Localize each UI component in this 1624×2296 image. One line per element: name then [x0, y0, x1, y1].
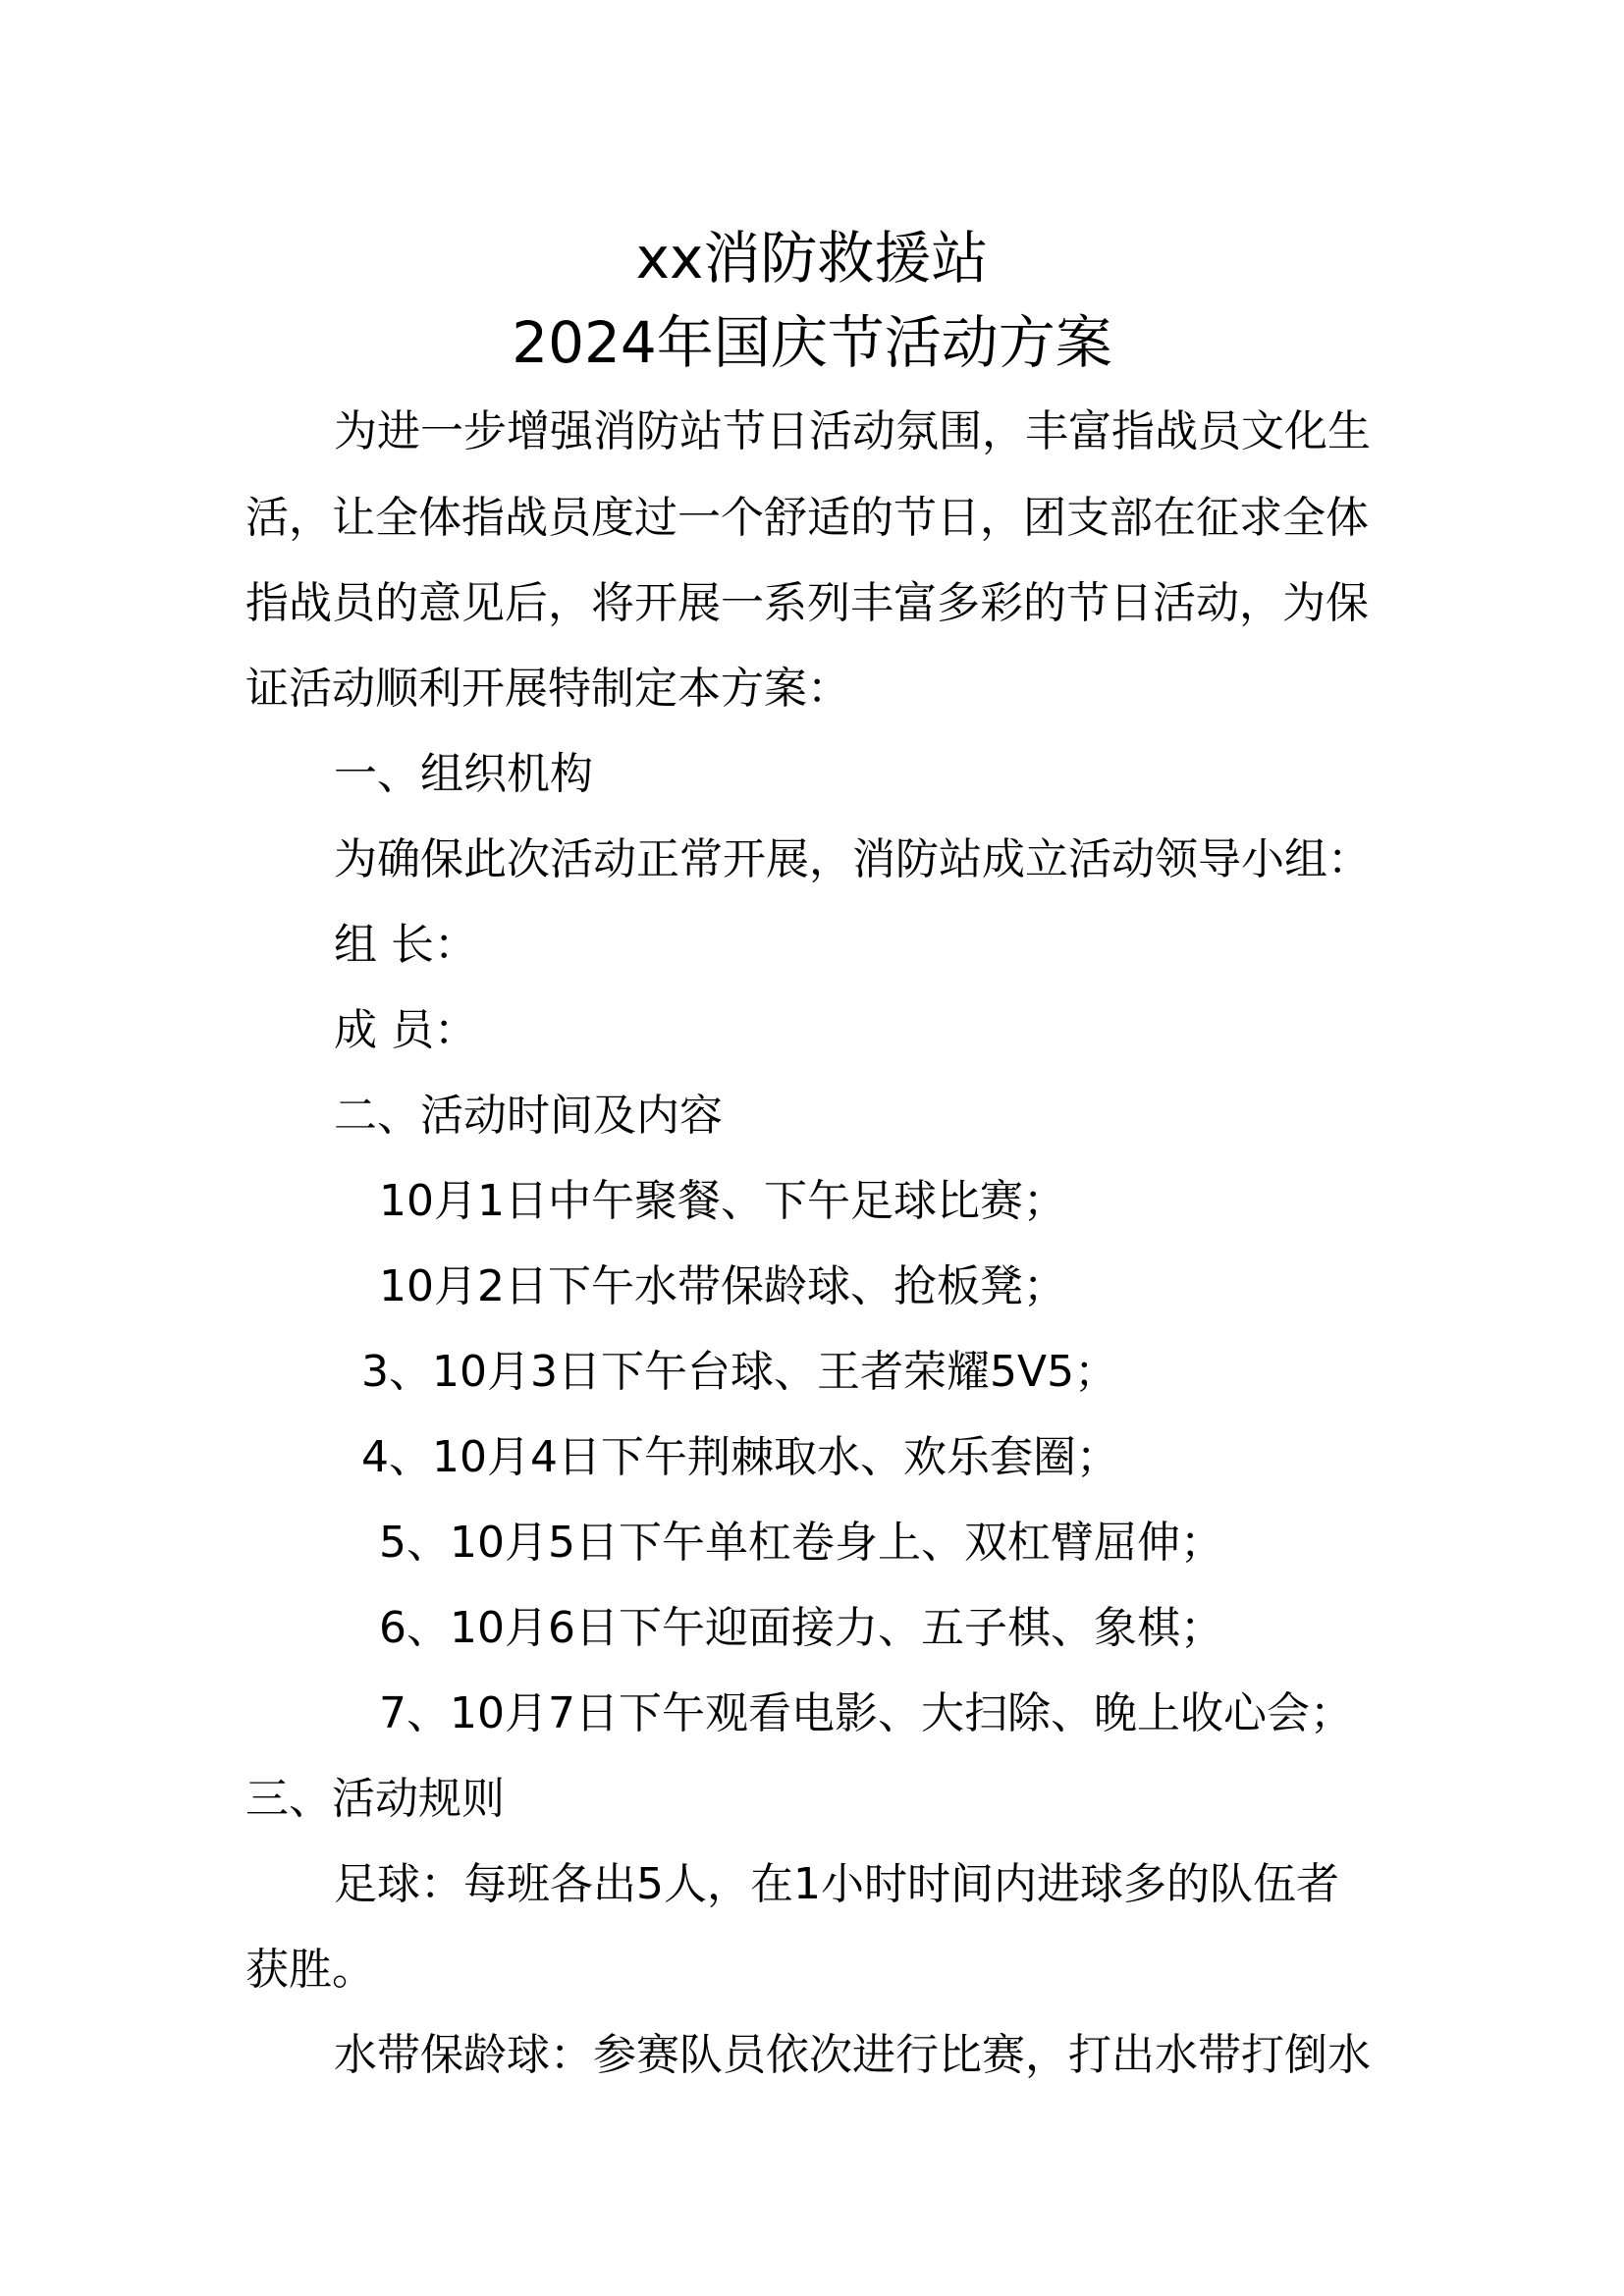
- schedule-item-7: 7、10月7日下午观看电影、大扫除、晚上收心会；: [379, 1688, 1353, 1738]
- section2-heading: 二、活动时间及内容: [334, 1091, 723, 1141]
- intro-line-2: 活，让全体指战员度过一个舒适的节日，团支部在征求全体: [245, 493, 1369, 543]
- section3-heading: 三、活动规则: [245, 1774, 505, 1824]
- intro-line-3: 指战员的意见后，将开展一系列丰富多彩的节日活动，为保: [245, 578, 1369, 628]
- schedule-item-1: 10月1日中午聚餐、下午足球比赛；: [379, 1176, 1066, 1226]
- section1-leader: 组 长：: [334, 920, 477, 970]
- section1-members: 成 员：: [334, 1005, 477, 1055]
- intro-line-1: 为进一步增强消防站节日活动氛围，丰富指战员文化生: [334, 406, 1371, 456]
- section1-text: 为确保此次活动正常开展，消防站成立活动领导小组：: [334, 834, 1371, 884]
- intro-line-4: 证活动顺利开展特制定本方案：: [245, 664, 850, 714]
- schedule-item-3: 3、10月3日下午台球、王者荣耀5V5；: [361, 1347, 1118, 1397]
- schedule-item-6: 6、10月6日下午迎面接力、五子棋、象棋；: [379, 1603, 1223, 1653]
- schedule-item-2: 10月2日下午水带保龄球、抢板凳；: [379, 1261, 1066, 1311]
- rule-football-line-1: 足球：每班各出5人，在1小时时间内进球多的队伍者: [334, 1859, 1339, 1909]
- schedule-item-4: 4、10月4日下午荆棘取水、欢乐套圈；: [361, 1432, 1119, 1482]
- document-title-line2: 2024年国庆节活动方案: [512, 309, 1112, 376]
- document-title-line1: xx消防救援站: [635, 225, 989, 292]
- section1-heading: 一、组织机构: [334, 749, 593, 799]
- rule-football-line-2: 获胜。: [245, 1945, 375, 1995]
- schedule-item-5: 5、10月5日下午单杠卷身上、双杠臂屈伸；: [379, 1518, 1223, 1568]
- rule-bowling-line-1: 水带保龄球：参赛队员依次进行比赛，打出水带打倒水: [334, 2030, 1371, 2080]
